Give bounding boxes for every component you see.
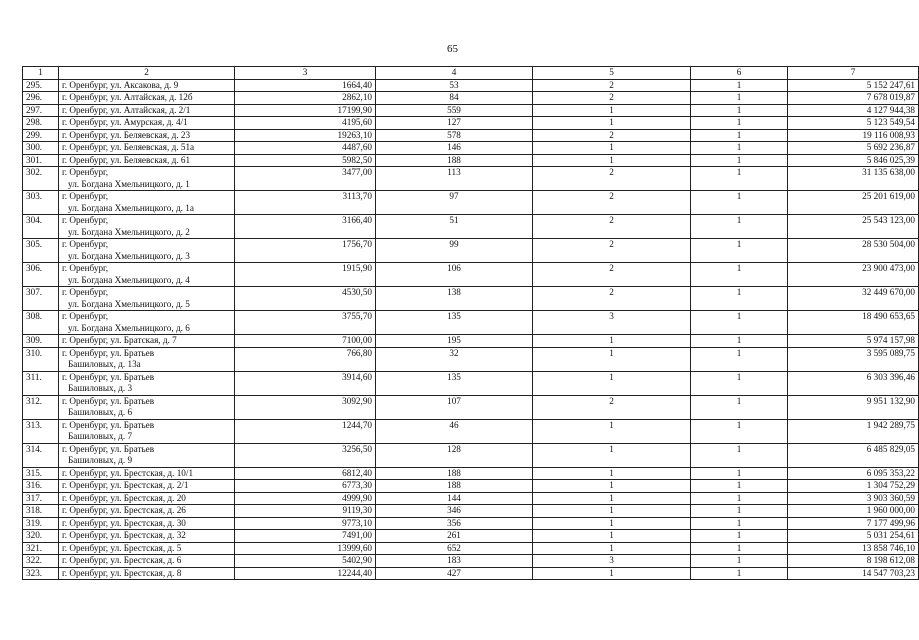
- address-line: г. Оренбург, ул. Братьев: [62, 395, 155, 406]
- area-cell: 766,80: [235, 347, 376, 371]
- row-number: 306.: [23, 263, 59, 287]
- cost-cell: 13 858 746,10: [788, 542, 919, 555]
- address-cell: [59, 517, 235, 530]
- row-number: 301.: [23, 154, 59, 167]
- area-cell: 3755,70: [235, 311, 376, 335]
- address-line: г. Оренбург, ул. Брестская, д. 26: [62, 505, 186, 515]
- col6-cell: 1: [691, 492, 788, 505]
- address-line: г. Оренбург, ул. Братьев: [62, 443, 155, 454]
- col5-cell: 2: [533, 215, 691, 239]
- header-row: [23, 67, 919, 80]
- address-cell: [59, 555, 235, 568]
- address-cell: [59, 480, 235, 493]
- row-number: 295.: [23, 79, 59, 92]
- cost-cell: 1 304 752,29: [788, 480, 919, 493]
- address-line: ул. Богдана Хмельницкого, д. 4: [68, 274, 190, 285]
- table-row: [23, 371, 919, 395]
- cost-cell: 7 177 499,96: [788, 517, 919, 530]
- table-row: [23, 117, 919, 130]
- address-line: г. Оренбург, ул. Брестская, д. 20: [62, 492, 186, 503]
- count-cell: 195: [376, 335, 533, 348]
- row-number: 300.: [23, 142, 59, 155]
- cost-cell: 5 152 247,61: [788, 79, 919, 92]
- address-line: г. Оренбург,: [62, 191, 109, 201]
- row-number: 320.: [23, 530, 59, 543]
- address-cell: [59, 191, 235, 215]
- col6-cell: 1: [691, 443, 788, 467]
- count-cell: 51: [376, 215, 533, 239]
- address-line: г. Оренбург, ул. Брестская, д. 10/1: [62, 467, 194, 478]
- address-line: г. Оренбург, ул. Алтайская, д. 12б: [62, 92, 193, 102]
- address-cell: [59, 92, 235, 105]
- address-line: г. Оренбург, ул. Братьев: [62, 371, 155, 382]
- area-cell: 19263,10: [235, 129, 376, 142]
- col6-cell: 1: [691, 517, 788, 530]
- area-cell: 5402,90: [235, 555, 376, 568]
- count-cell: 135: [376, 311, 533, 335]
- col5-cell: 1: [533, 443, 691, 467]
- address-line: г. Оренбург, ул. Брестская, д. 8: [62, 567, 182, 578]
- area-cell: 6812,40: [235, 467, 376, 480]
- table-row: [23, 142, 919, 155]
- address-line: г. Оренбург, ул. Братьев: [62, 347, 155, 358]
- table-row: [23, 129, 919, 142]
- col6-cell: 1: [691, 311, 788, 335]
- row-number: 296.: [23, 92, 59, 105]
- address-cell: [59, 530, 235, 543]
- count-cell: 135: [376, 371, 533, 395]
- count-cell: 427: [376, 567, 533, 580]
- address-cell: [59, 542, 235, 555]
- area-cell: 12244,40: [235, 567, 376, 580]
- col5-cell: 2: [533, 167, 691, 191]
- area-cell: 3113,70: [235, 191, 376, 215]
- col5-cell: 1: [533, 467, 691, 480]
- row-number: 313.: [23, 419, 59, 443]
- cost-cell: 3 903 360,59: [788, 492, 919, 505]
- address-cell: [59, 239, 235, 263]
- count-cell: 188: [376, 467, 533, 480]
- cost-cell: 8 198 612,08: [788, 555, 919, 568]
- cost-cell: 25 543 123,00: [788, 215, 919, 239]
- row-number: 322.: [23, 555, 59, 568]
- col6-cell: 1: [691, 371, 788, 395]
- cost-cell: 1 942 289,75: [788, 419, 919, 443]
- count-cell: 356: [376, 517, 533, 530]
- row-number: 305.: [23, 239, 59, 263]
- table-row: [23, 287, 919, 311]
- col5-cell: 1: [533, 104, 691, 117]
- table-row: [23, 567, 919, 580]
- row-number: 318.: [23, 505, 59, 518]
- table-row: [23, 467, 919, 480]
- row-number: 314.: [23, 443, 59, 467]
- address-line: г. Оренбург,: [62, 263, 109, 273]
- table-row: [23, 505, 919, 518]
- address-line: г. Оренбург, ул. Алтайская, д. 2/1: [62, 104, 191, 115]
- area-cell: 5982,50: [235, 154, 376, 167]
- address-cell: [59, 347, 235, 371]
- address-line: ул. Богдана Хмельницкого, д. 3: [68, 250, 190, 261]
- address-line: г. Оренбург, ул. Брестская, д. 32: [62, 530, 186, 540]
- address-line: г. Оренбург, ул. Братьев: [62, 419, 155, 430]
- address-cell: [59, 142, 235, 155]
- address-line: Башиловых, д. 13а: [68, 359, 141, 369]
- address-cell: [59, 79, 235, 92]
- col5-cell: 1: [533, 117, 691, 130]
- registry-table: [22, 66, 919, 580]
- area-cell: 4999,90: [235, 492, 376, 505]
- row-number: 315.: [23, 467, 59, 480]
- col5-cell: 1: [533, 419, 691, 443]
- col5-cell: 2: [533, 395, 691, 419]
- col5-cell: 2: [533, 79, 691, 92]
- col5-cell: 1: [533, 542, 691, 555]
- address-cell: [59, 467, 235, 480]
- area-cell: 13999,60: [235, 542, 376, 555]
- col6-cell: 1: [691, 142, 788, 155]
- col5-cell: 2: [533, 129, 691, 142]
- col5-cell: 1: [533, 480, 691, 493]
- col5-cell: 2: [533, 239, 691, 263]
- count-cell: 144: [376, 492, 533, 505]
- table-row: [23, 191, 919, 215]
- col6-cell: 1: [691, 129, 788, 142]
- cost-cell: 4 127 944,38: [788, 104, 919, 117]
- col5-cell: 1: [533, 142, 691, 155]
- address-line: г. Оренбург,: [62, 311, 109, 321]
- row-number: 302.: [23, 167, 59, 191]
- address-cell: [59, 395, 235, 419]
- address-line: г. Оренбург, ул. Беляевская, д. 61: [62, 154, 191, 165]
- area-cell: 1664,40: [235, 79, 376, 92]
- table-row: [23, 239, 919, 263]
- address-line: Башиловых, д. 3: [68, 383, 133, 393]
- table-row: [23, 480, 919, 493]
- count-cell: 652: [376, 542, 533, 555]
- row-number: 319.: [23, 517, 59, 530]
- page-number: 65: [447, 43, 458, 55]
- col5-cell: 1: [533, 154, 691, 167]
- count-cell: 146: [376, 142, 533, 155]
- area-cell: 1915,90: [235, 263, 376, 287]
- area-cell: 3914,60: [235, 371, 376, 395]
- address-cell: [59, 215, 235, 239]
- address-cell: [59, 167, 235, 191]
- count-cell: 128: [376, 443, 533, 467]
- address-line: ул. Богдана Хмельницкого, д. 2: [68, 226, 190, 237]
- table-row: [23, 311, 919, 335]
- col6-cell: 1: [691, 263, 788, 287]
- table-row: [23, 542, 919, 555]
- table-row: [23, 492, 919, 505]
- table-row: [23, 347, 919, 371]
- col6-cell: 1: [691, 287, 788, 311]
- count-cell: 84: [376, 92, 533, 105]
- table-body: [23, 79, 919, 580]
- address-line: г. Оренбург, ул. Амурская, д. 4/1: [62, 117, 188, 127]
- count-cell: 113: [376, 167, 533, 191]
- address-cell: [59, 311, 235, 335]
- col6-cell: 1: [691, 79, 788, 92]
- address-line: г. Оренбург,: [62, 287, 109, 297]
- col6-cell: 1: [691, 395, 788, 419]
- address-line: г. Оренбург,: [62, 239, 109, 249]
- cost-cell: 32 449 670,00: [788, 287, 919, 311]
- address-cell: [59, 117, 235, 130]
- area-cell: 3092,90: [235, 395, 376, 419]
- address-cell: [59, 287, 235, 311]
- address-line: ул. Богдана Хмельницкого, д. 6: [68, 322, 190, 333]
- count-cell: 188: [376, 480, 533, 493]
- count-cell: 183: [376, 555, 533, 568]
- row-number: 299.: [23, 129, 59, 142]
- cost-cell: 6 303 396,46: [788, 371, 919, 395]
- col6-cell: 1: [691, 191, 788, 215]
- cost-cell: 5 031 254,61: [788, 530, 919, 543]
- cost-cell: 14 547 703,23: [788, 567, 919, 580]
- col5-cell: 3: [533, 555, 691, 568]
- address-cell: [59, 154, 235, 167]
- column-header: 4: [376, 67, 533, 80]
- row-number: 309.: [23, 335, 59, 348]
- area-cell: 9773,10: [235, 517, 376, 530]
- table-row: [23, 104, 919, 117]
- col6-cell: 1: [691, 542, 788, 555]
- area-cell: 7491,00: [235, 530, 376, 543]
- count-cell: 97: [376, 191, 533, 215]
- count-cell: 261: [376, 530, 533, 543]
- col6-cell: 1: [691, 335, 788, 348]
- cost-cell: 9 951 132,90: [788, 395, 919, 419]
- table-row: [23, 530, 919, 543]
- table-row: [23, 167, 919, 191]
- cost-cell: 3 595 089,75: [788, 347, 919, 371]
- col6-cell: 1: [691, 505, 788, 518]
- row-number: 310.: [23, 347, 59, 371]
- row-number: 303.: [23, 191, 59, 215]
- cost-cell: 19 116 008,93: [788, 129, 919, 142]
- col6-cell: 1: [691, 167, 788, 191]
- cost-cell: 6 095 353,22: [788, 467, 919, 480]
- table-row: [23, 443, 919, 467]
- table-row: [23, 395, 919, 419]
- cost-cell: 31 135 638,00: [788, 167, 919, 191]
- row-number: 304.: [23, 215, 59, 239]
- count-cell: 188: [376, 154, 533, 167]
- column-header: 3: [235, 67, 376, 80]
- col6-cell: 1: [691, 154, 788, 167]
- count-cell: 138: [376, 287, 533, 311]
- address-line: ул. Богдана Хмельницкого, д. 1а: [68, 202, 194, 213]
- table-row: [23, 419, 919, 443]
- area-cell: 4487,60: [235, 142, 376, 155]
- row-number: 307.: [23, 287, 59, 311]
- address-line: г. Оренбург, ул. Аксакова, д. 9: [62, 79, 179, 90]
- col5-cell: 3: [533, 311, 691, 335]
- cost-cell: 5 692 236,87: [788, 142, 919, 155]
- table-row: [23, 263, 919, 287]
- col6-cell: 1: [691, 555, 788, 568]
- count-cell: 559: [376, 104, 533, 117]
- table-row: [23, 335, 919, 348]
- count-cell: 53: [376, 79, 533, 92]
- address-line: Башиловых, д. 7: [68, 431, 133, 441]
- area-cell: 3166,40: [235, 215, 376, 239]
- col5-cell: 1: [533, 567, 691, 580]
- address-line: г. Оренбург,: [62, 167, 109, 177]
- address-cell: [59, 263, 235, 287]
- area-cell: 2862,10: [235, 92, 376, 105]
- cost-cell: 28 530 504,00: [788, 239, 919, 263]
- row-number: 312.: [23, 395, 59, 419]
- count-cell: 32: [376, 347, 533, 371]
- col6-cell: 1: [691, 567, 788, 580]
- area-cell: 4195,60: [235, 117, 376, 130]
- col5-cell: 1: [533, 517, 691, 530]
- row-number: 321.: [23, 542, 59, 555]
- count-cell: 346: [376, 505, 533, 518]
- col5-cell: 2: [533, 92, 691, 105]
- row-number: 311.: [23, 371, 59, 395]
- count-cell: 106: [376, 263, 533, 287]
- table-row: [23, 154, 919, 167]
- address-line: г. Оренбург,: [62, 215, 109, 225]
- address-line: г. Оренбург, ул. Брестская, д. 2/1: [62, 480, 189, 490]
- col6-cell: 1: [691, 467, 788, 480]
- cost-cell: 23 900 473,00: [788, 263, 919, 287]
- col6-cell: 1: [691, 215, 788, 239]
- cost-cell: 7 678 019,87: [788, 92, 919, 105]
- count-cell: 578: [376, 129, 533, 142]
- area-cell: 9119,30: [235, 505, 376, 518]
- address-cell: [59, 104, 235, 117]
- col5-cell: 2: [533, 191, 691, 215]
- col6-cell: 1: [691, 480, 788, 493]
- col5-cell: 2: [533, 287, 691, 311]
- area-cell: 17199,90: [235, 104, 376, 117]
- column-header: 1: [23, 67, 59, 80]
- area-cell: 3256,50: [235, 443, 376, 467]
- column-header: 5: [533, 67, 691, 80]
- table-row: [23, 79, 919, 92]
- col6-cell: 1: [691, 104, 788, 117]
- table-row: [23, 215, 919, 239]
- address-line: ул. Богдана Хмельницкого, д. 1: [68, 178, 190, 189]
- col6-cell: 1: [691, 347, 788, 371]
- row-number: 308.: [23, 311, 59, 335]
- address-cell: [59, 419, 235, 443]
- area-cell: 1756,70: [235, 239, 376, 263]
- address-line: г. Оренбург, ул. Беляевская, д. 23: [62, 129, 191, 140]
- address-line: г. Оренбург, ул. Беляевская, д. 51а: [62, 142, 195, 152]
- col5-cell: 1: [533, 492, 691, 505]
- address-line: г. Оренбург, ул. Брестская, д. 6: [62, 555, 182, 565]
- count-cell: 127: [376, 117, 533, 130]
- col5-cell: 1: [533, 505, 691, 518]
- address-cell: [59, 505, 235, 518]
- cost-cell: 1 960 000,00: [788, 505, 919, 518]
- cost-cell: 6 485 829,05: [788, 443, 919, 467]
- address-cell: [59, 443, 235, 467]
- area-cell: 6773,30: [235, 480, 376, 493]
- row-number: 298.: [23, 117, 59, 130]
- cost-cell: 5 123 549,54: [788, 117, 919, 130]
- address-cell: [59, 335, 235, 348]
- cost-cell: 18 490 653,65: [788, 311, 919, 335]
- column-header: 7: [788, 67, 919, 80]
- cost-cell: 5 846 025,39: [788, 154, 919, 167]
- address-line: г. Оренбург, ул. Брестская, д. 5: [62, 542, 182, 553]
- count-cell: 46: [376, 419, 533, 443]
- col5-cell: 2: [533, 263, 691, 287]
- address-cell: [59, 371, 235, 395]
- col6-cell: 1: [691, 92, 788, 105]
- col6-cell: 1: [691, 117, 788, 130]
- cost-cell: 5 974 157,98: [788, 335, 919, 348]
- row-number: 297.: [23, 104, 59, 117]
- row-number: 317.: [23, 492, 59, 505]
- col6-cell: 1: [691, 239, 788, 263]
- row-number: 316.: [23, 480, 59, 493]
- area-cell: 7100,00: [235, 335, 376, 348]
- area-cell: 4530,50: [235, 287, 376, 311]
- table-row: [23, 92, 919, 105]
- address-line: ул. Богдана Хмельницкого, д. 5: [68, 298, 190, 309]
- col5-cell: 1: [533, 530, 691, 543]
- address-line: г. Оренбург, ул. Братская, д. 7: [62, 335, 177, 345]
- count-cell: 99: [376, 239, 533, 263]
- table-row: [23, 517, 919, 530]
- address-cell: [59, 492, 235, 505]
- column-header: 6: [691, 67, 788, 80]
- col6-cell: 1: [691, 419, 788, 443]
- col5-cell: 1: [533, 335, 691, 348]
- col5-cell: 1: [533, 347, 691, 371]
- row-number: 323.: [23, 567, 59, 580]
- area-cell: 1244,70: [235, 419, 376, 443]
- address-line: Башиловых, д. 9: [68, 455, 133, 465]
- address-line: г. Оренбург, ул. Брестская, д. 30: [62, 517, 186, 528]
- cost-cell: 25 201 619,00: [788, 191, 919, 215]
- count-cell: 107: [376, 395, 533, 419]
- table-row: [23, 555, 919, 568]
- col5-cell: 1: [533, 371, 691, 395]
- area-cell: 3477,00: [235, 167, 376, 191]
- address-cell: [59, 129, 235, 142]
- column-header: 2: [59, 67, 235, 80]
- address-line: Башиловых, д. 6: [68, 407, 133, 417]
- address-cell: [59, 567, 235, 580]
- col6-cell: 1: [691, 530, 788, 543]
